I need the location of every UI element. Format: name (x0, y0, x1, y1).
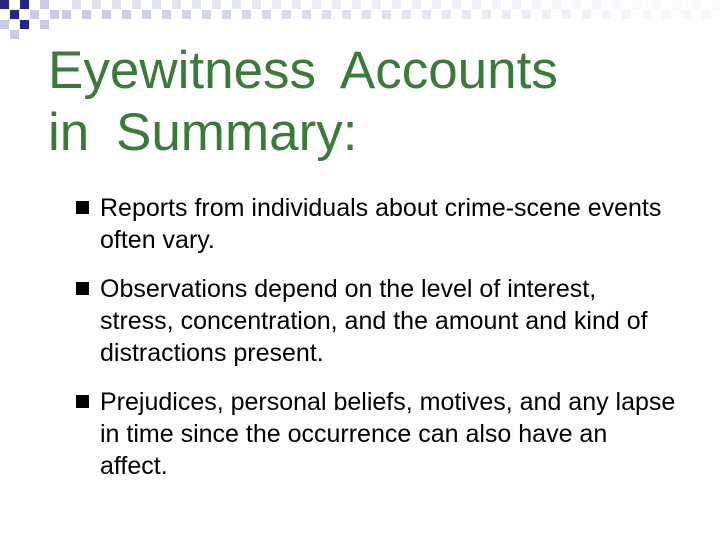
bullet-item (76, 273, 676, 369)
decoration-square (352, 0, 361, 9)
decoration-square (102, 0, 111, 9)
decoration-square (282, 10, 291, 19)
decoration-square (342, 0, 351, 9)
decoration-square (512, 0, 521, 9)
decoration-square (272, 0, 281, 9)
decoration-square (40, 20, 49, 29)
decoration-square (552, 0, 561, 9)
decoration-square (182, 0, 191, 9)
decoration-square (412, 0, 421, 9)
decoration-square (172, 0, 181, 9)
decoration-square (532, 10, 541, 19)
decoration-square (702, 0, 711, 9)
decoration-square (222, 10, 231, 19)
bullet-item (76, 386, 676, 482)
decoration-square (622, 10, 631, 19)
decoration-square (0, 20, 9, 29)
decoration-square (162, 0, 171, 9)
decoration-square (112, 10, 121, 19)
decoration-square (622, 0, 631, 9)
decoration-square (422, 0, 431, 9)
decoration-square (202, 10, 211, 19)
decoration-square (352, 10, 361, 19)
square-bullet-icon (76, 201, 89, 214)
decoration-square (10, 30, 19, 39)
decoration-square (612, 10, 621, 19)
decoration-square (522, 0, 531, 9)
decoration-square (292, 0, 301, 9)
decoration-square (642, 10, 651, 19)
decoration-square (442, 0, 451, 9)
decoration-square (652, 10, 661, 19)
decoration-square (172, 10, 181, 19)
decoration-square (162, 10, 171, 19)
decoration-square (712, 0, 720, 9)
decoration-square (532, 0, 541, 9)
decoration-square (602, 0, 611, 9)
decoration-square (272, 10, 281, 19)
decoration-square (222, 0, 231, 9)
decoration-square (502, 10, 511, 19)
decoration-square (552, 10, 561, 19)
decoration-square (322, 10, 331, 19)
bullet-text: Prejudices, personal beliefs, motives, and any lapse in time since the occurrence can also have an affect. (100, 388, 676, 480)
decoration-square (712, 10, 720, 19)
decoration-square (182, 10, 191, 19)
decoration-square (82, 10, 91, 19)
header-checker-decoration (0, 0, 720, 40)
decoration-square (382, 10, 391, 19)
decoration-square (72, 10, 81, 19)
square-bullet-icon (76, 282, 89, 295)
slide-title-line-2: in Summary: (48, 103, 358, 162)
decoration-square (242, 10, 251, 19)
decoration-square (82, 0, 91, 9)
decoration-square (30, 10, 39, 19)
decoration-square (282, 0, 291, 9)
decoration-square (332, 0, 341, 9)
decoration-square (432, 0, 441, 9)
decoration-square (72, 0, 81, 9)
decoration-square (102, 10, 111, 19)
decoration-square (62, 10, 71, 19)
decoration-square (10, 10, 19, 19)
decoration-square (592, 10, 601, 19)
decoration-square (242, 0, 251, 9)
decoration-square (332, 10, 341, 19)
decoration-square (682, 10, 691, 19)
decoration-square (672, 0, 681, 9)
decoration-square (302, 10, 311, 19)
decoration-square (132, 10, 141, 19)
decoration-square (652, 0, 661, 9)
decoration-square (562, 10, 571, 19)
decoration-square (542, 0, 551, 9)
decoration-square (212, 0, 221, 9)
slide-title (48, 40, 688, 164)
bullet-text: Observations depend on the level of interest, stress, concentration, and the amount and kind of distractions present. (100, 275, 648, 367)
decoration-square (20, 0, 29, 9)
decoration-square (452, 10, 461, 19)
bullet-item (76, 192, 676, 256)
decoration-square (212, 10, 221, 19)
decoration-square (62, 0, 71, 9)
decoration-square (612, 0, 621, 9)
decoration-square (232, 10, 241, 19)
decoration-square (132, 0, 141, 9)
decoration-square (382, 0, 391, 9)
decoration-square (462, 0, 471, 9)
decoration-square (372, 0, 381, 9)
decoration-square (442, 10, 451, 19)
decoration-square (582, 0, 591, 9)
decoration-square (602, 10, 611, 19)
decoration-square (92, 0, 101, 9)
decoration-square (522, 10, 531, 19)
decoration-square (572, 10, 581, 19)
decoration-square (92, 10, 101, 19)
decoration-square (452, 0, 461, 9)
decoration-square (492, 0, 501, 9)
decoration-square (312, 0, 321, 9)
decoration-square (632, 10, 641, 19)
decoration-square (692, 10, 701, 19)
decoration-square (662, 0, 671, 9)
decoration-square (682, 0, 691, 9)
decoration-square (502, 0, 511, 9)
decoration-square (672, 10, 681, 19)
decoration-square (392, 10, 401, 19)
decoration-square (462, 10, 471, 19)
decoration-square (362, 0, 371, 9)
bullet-text: Reports from individuals about crime-scene events often vary. (100, 194, 662, 254)
decoration-square (412, 10, 421, 19)
square-bullet-icon (76, 395, 89, 408)
decoration-square (432, 10, 441, 19)
decoration-square (482, 10, 491, 19)
decoration-square (632, 0, 641, 9)
decoration-square (20, 20, 29, 29)
decoration-square (562, 0, 571, 9)
decoration-square (582, 10, 591, 19)
decoration-square (192, 0, 201, 9)
decoration-square (702, 10, 711, 19)
decoration-square (122, 0, 131, 9)
decoration-square (312, 10, 321, 19)
decoration-square (252, 10, 261, 19)
decoration-square (342, 10, 351, 19)
decoration-square (302, 0, 311, 9)
decoration-square (152, 10, 161, 19)
decoration-square (152, 0, 161, 9)
decoration-square (322, 0, 331, 9)
decoration-square (542, 10, 551, 19)
decoration-square (392, 0, 401, 9)
decoration-square (192, 10, 201, 19)
decoration-square (50, 10, 59, 19)
decoration-square (472, 10, 481, 19)
decoration-square (472, 0, 481, 9)
decoration-square (372, 10, 381, 19)
decoration-square (402, 10, 411, 19)
decoration-square (112, 0, 121, 9)
decoration-square (512, 10, 521, 19)
slide-title-line-1: Eyewitness Accounts (48, 41, 558, 100)
decoration-square (662, 10, 671, 19)
decoration-square (142, 0, 151, 9)
decoration-square (292, 10, 301, 19)
decoration-square (362, 10, 371, 19)
decoration-square (252, 0, 261, 9)
decoration-square (232, 0, 241, 9)
decoration-square (692, 0, 701, 9)
decoration-square (262, 10, 271, 19)
decoration-square (142, 10, 151, 19)
decoration-square (592, 0, 601, 9)
decoration-square (0, 0, 9, 9)
decoration-square (642, 0, 651, 9)
decoration-square (202, 0, 211, 9)
decoration-square (262, 0, 271, 9)
bullet-list (76, 192, 676, 499)
decoration-square (122, 10, 131, 19)
decoration-square (402, 0, 411, 9)
decoration-square (572, 0, 581, 9)
decoration-square (482, 0, 491, 9)
decoration-square (40, 0, 49, 9)
decoration-square (422, 10, 431, 19)
decoration-square (492, 10, 501, 19)
